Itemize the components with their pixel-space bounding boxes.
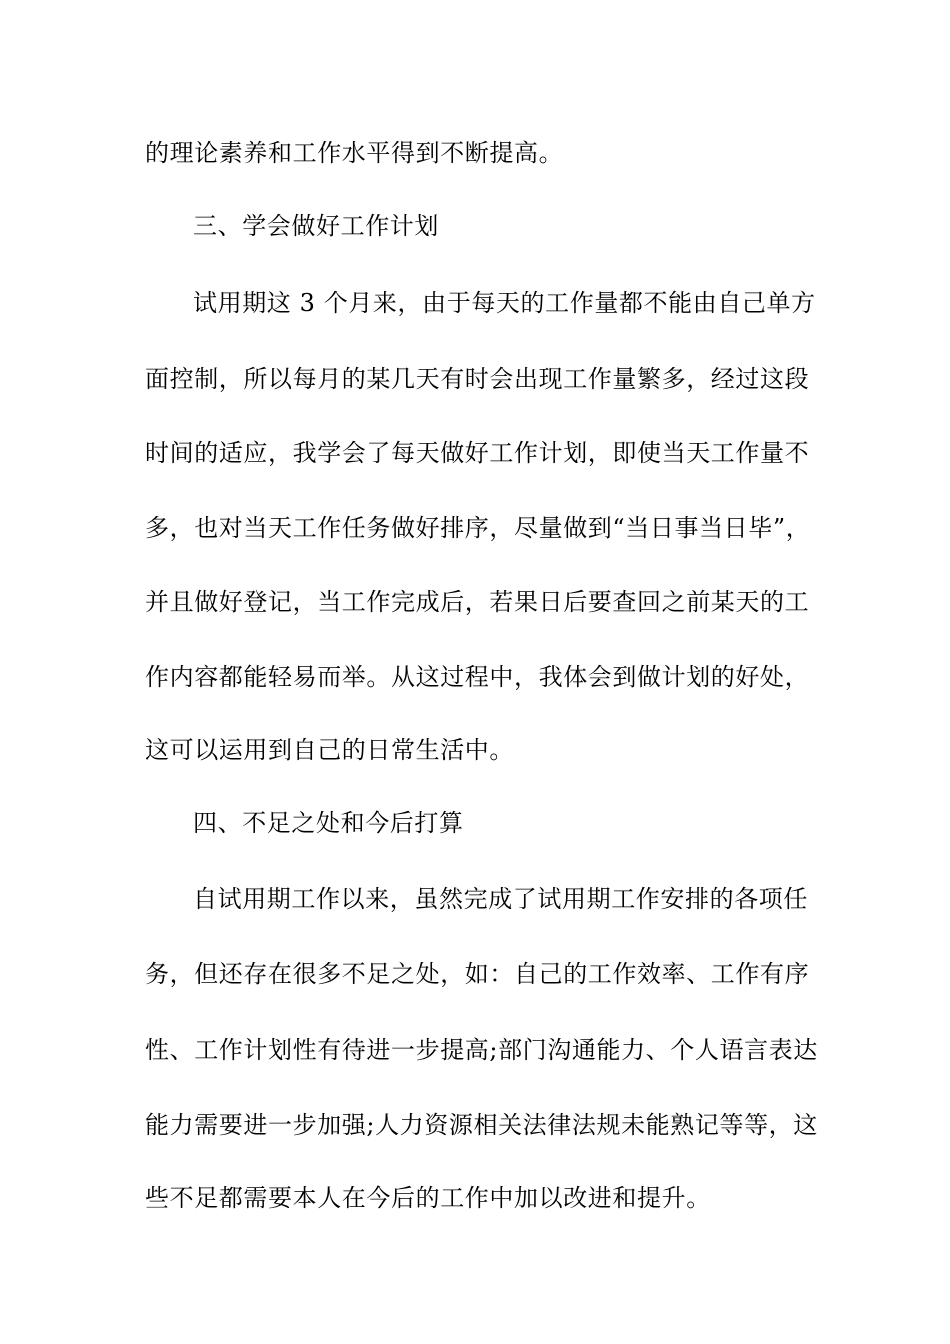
body-text-line: 务，但还存在很多不足之处，如：自己的工作效率、工作有序 <box>145 960 810 988</box>
body-text-line: 些不足都需要本人在今后的工作中加以改进和提升。 <box>145 1184 711 1212</box>
section-heading: 四、不足之处和今后打算 <box>193 809 464 837</box>
section-heading: 三、学会做好工作计划 <box>193 212 439 240</box>
body-text-line: 多，也对当天工作任务做好排序，尽量做到“当日事当日毕”， <box>145 514 811 542</box>
paragraph-first-line: 自试用期工作以来，虽然完成了试用期工作安排的各项任 <box>193 885 808 913</box>
body-text-line: 作内容都能轻易而举。从这过程中，我体会到做计划的好处， <box>145 663 810 691</box>
body-text-line: 能力需要进一步加强;人力资源相关法律法规未能熟记等等，这 <box>145 1111 818 1139</box>
body-text-line: 面控制，所以每月的某几天有时会出现工作量繁多，经过这段 <box>145 365 810 393</box>
body-text-line: 的理论素养和工作水平得到不断提高。 <box>145 139 564 167</box>
body-text-line: 性、工作计划性有待进一步提高;部门沟通能力、个人语言表达 <box>145 1036 818 1064</box>
body-text-line: 并且做好登记，当工作完成后，若果日后要查回之前某天的工 <box>145 588 810 616</box>
body-text-line: 时间的适应，我学会了每天做好工作计划，即使当天工作量不 <box>145 439 810 467</box>
body-text-line: 这可以运用到自己的日常生活中。 <box>145 736 514 764</box>
paragraph-first-line: 试用期这 3 个月来，由于每天的工作量都不能由自己单方 <box>193 289 816 317</box>
